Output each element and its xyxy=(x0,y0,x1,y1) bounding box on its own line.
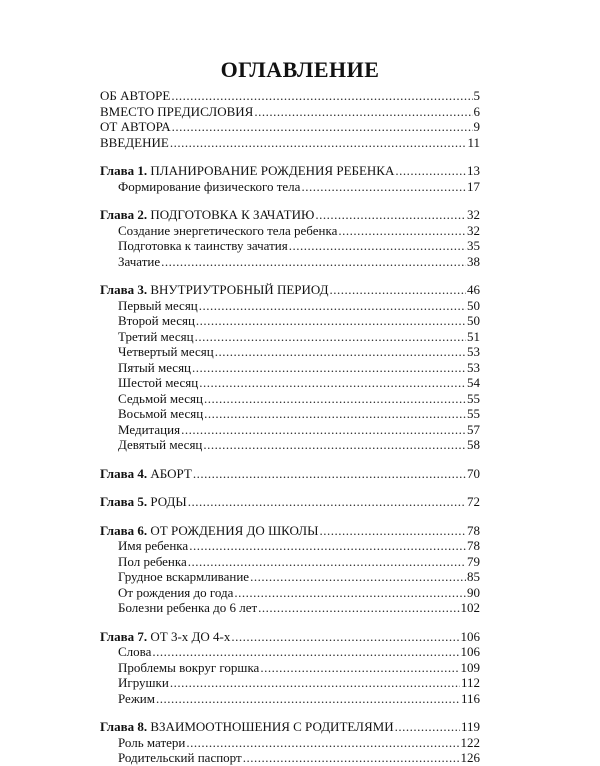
subsection-entry[interactable] xyxy=(100,644,480,660)
page-number: 119 xyxy=(460,719,480,734)
chapter-entry[interactable] xyxy=(100,466,480,482)
dot-leader xyxy=(171,88,472,104)
entry-title: ОТ 3-х ДО 4-х xyxy=(150,628,231,644)
dot-leader xyxy=(395,719,460,735)
dot-leader xyxy=(301,179,466,195)
dot-leader xyxy=(189,538,466,554)
subsection-entry[interactable] xyxy=(100,329,480,345)
toc-entry[interactable] xyxy=(100,135,480,151)
subsection-entry[interactable] xyxy=(100,254,480,270)
entry-label xyxy=(118,406,203,422)
page-number: 90 xyxy=(467,584,480,600)
dot-leader xyxy=(196,313,466,329)
entry-label xyxy=(100,466,192,482)
dot-leader xyxy=(215,344,466,360)
chapter-number: Глава 3. xyxy=(100,282,148,297)
entry-title: Шестой месяц xyxy=(118,375,199,390)
chapter-number: Глава 2. xyxy=(100,207,148,222)
chapter-entry[interactable] xyxy=(100,523,480,539)
entry-title: Девятый месяц xyxy=(118,437,203,452)
entry-label xyxy=(118,179,300,195)
entry-title: ОБ АВТОРЕ xyxy=(100,88,171,103)
dot-leader xyxy=(204,406,466,422)
dot-leader xyxy=(243,750,460,766)
entry-label xyxy=(100,494,187,510)
subsection-entry[interactable] xyxy=(100,313,480,329)
toc-entry[interactable] xyxy=(100,88,480,104)
entry-title: Слова xyxy=(118,644,152,659)
entry-label xyxy=(118,375,198,391)
entry-title: РОДЫ xyxy=(150,494,187,509)
entry-label xyxy=(118,691,155,707)
page-number: 85 xyxy=(467,569,480,584)
page-number: 106 xyxy=(460,644,480,659)
toc-section xyxy=(100,466,480,482)
subsection-entry[interactable] xyxy=(100,298,480,314)
toc-section xyxy=(100,163,480,194)
chapter-number: Глава 4. xyxy=(100,465,148,481)
entry-title: Первый месяц xyxy=(118,297,198,313)
chapter-number: Глава 1. xyxy=(100,163,148,178)
dot-leader xyxy=(170,135,467,151)
entry-label xyxy=(118,538,188,554)
subsection-entry[interactable] xyxy=(100,735,480,751)
page-number: 116 xyxy=(460,690,480,706)
entry-title: Формирование физического тела xyxy=(118,178,301,194)
subsection-entry[interactable] xyxy=(100,554,480,570)
page-number: 50 xyxy=(467,297,480,313)
entry-title: Седьмой месяц xyxy=(118,390,203,406)
entry-label xyxy=(100,135,169,151)
dot-leader xyxy=(330,282,466,298)
chapter-entry[interactable] xyxy=(100,282,480,298)
entry-title: ВМЕСТО ПРЕДИСЛОВИЯ xyxy=(100,103,254,119)
entry-label xyxy=(118,329,194,345)
dot-leader xyxy=(193,466,466,482)
chapter-entry[interactable] xyxy=(100,494,480,510)
dot-leader xyxy=(254,104,472,120)
page-number: 72 xyxy=(467,494,480,509)
chapter-entry[interactable] xyxy=(100,629,480,645)
entry-title: ПЛАНИРОВАНИЕ РОЖДЕНИЯ РЕБЕНКА xyxy=(150,163,395,178)
subsection-entry[interactable] xyxy=(100,360,480,376)
page-number: 50 xyxy=(467,313,480,328)
entry-label xyxy=(100,629,230,645)
dot-leader xyxy=(234,585,466,601)
chapter-number: Глава 8. xyxy=(100,719,148,734)
dot-leader xyxy=(181,422,466,438)
entry-label xyxy=(118,298,198,314)
toc-section xyxy=(100,523,480,616)
entry-title: ОТ РОЖДЕНИЯ ДО ШКОЛЫ xyxy=(150,522,319,538)
entry-title: Режим xyxy=(118,690,155,706)
entry-label xyxy=(118,254,160,270)
entry-label xyxy=(118,391,203,407)
chapter-entry[interactable] xyxy=(100,163,480,179)
subsection-entry[interactable] xyxy=(100,344,480,360)
entry-title: Медитация xyxy=(118,421,181,437)
page-number: 57 xyxy=(467,421,480,437)
page-number: 53 xyxy=(467,359,480,375)
dot-leader xyxy=(338,223,466,239)
dot-leader xyxy=(188,554,466,570)
entry-label xyxy=(118,585,233,601)
entry-label xyxy=(100,523,318,539)
entry-label xyxy=(100,88,170,104)
dot-leader xyxy=(231,629,459,645)
subsection-entry[interactable] xyxy=(100,238,480,254)
page-number: 122 xyxy=(460,734,480,750)
page-number: 106 xyxy=(460,628,480,644)
entry-label xyxy=(100,119,171,135)
entry-label xyxy=(100,207,314,223)
dot-leader xyxy=(203,437,466,453)
table-of-contents xyxy=(100,88,480,766)
subsection-entry[interactable] xyxy=(100,675,480,691)
entry-label xyxy=(118,422,180,438)
dot-leader xyxy=(192,360,466,376)
entry-label xyxy=(118,437,202,453)
page-number: 32 xyxy=(467,222,480,238)
entry-title: Четвертый месяц xyxy=(118,344,214,359)
chapter-number: Глава 7. xyxy=(100,628,148,644)
entry-label xyxy=(118,735,185,751)
entry-title: Создание энергетического тела ребенка xyxy=(118,222,338,238)
subsection-entry[interactable] xyxy=(100,437,480,453)
page-number: 13 xyxy=(467,163,480,178)
dot-leader xyxy=(315,207,466,223)
subsection-entry[interactable] xyxy=(100,422,480,438)
dot-leader xyxy=(156,691,460,707)
dot-leader xyxy=(170,675,460,691)
entry-label xyxy=(118,554,187,570)
dot-leader xyxy=(250,569,466,585)
entry-label xyxy=(118,750,242,766)
entry-label xyxy=(118,223,337,239)
subsection-entry[interactable] xyxy=(100,538,480,554)
entry-title: Проблемы вокруг горшка xyxy=(118,659,260,675)
dot-leader xyxy=(152,644,459,660)
page-number: 6 xyxy=(473,103,480,119)
dot-leader xyxy=(172,119,473,135)
entry-label xyxy=(100,282,329,298)
page-number: 55 xyxy=(467,406,480,421)
entry-label xyxy=(118,675,169,691)
page-number: 51 xyxy=(467,328,480,344)
subsection-entry[interactable] xyxy=(100,406,480,422)
chapter-entry[interactable] xyxy=(100,207,480,223)
entry-label xyxy=(100,719,394,735)
entry-title: Пол ребенка xyxy=(118,553,187,569)
page-number: 9 xyxy=(473,119,480,134)
dot-leader xyxy=(186,735,459,751)
entry-title: Подготовка к таинству зачатия xyxy=(118,238,288,253)
toc-section xyxy=(100,282,480,453)
entry-label xyxy=(100,104,253,120)
entry-title: ВЗАИМООТНОШЕНИЯ С РОДИТЕЛЯМИ xyxy=(150,719,394,734)
entry-title: АБОРТ xyxy=(150,465,192,481)
entry-title: ВВЕДЕНИЕ xyxy=(100,134,169,150)
dot-leader xyxy=(289,238,466,254)
entry-title: Игрушки xyxy=(118,675,169,690)
dot-leader xyxy=(395,163,466,179)
page-title: ОГЛАВЛЕНИЕ xyxy=(220,57,380,82)
dot-leader xyxy=(258,600,459,616)
page-number: 78 xyxy=(467,538,480,553)
subsection-entry[interactable] xyxy=(100,600,480,616)
page-number: 126 xyxy=(460,750,480,765)
dot-leader xyxy=(161,254,466,270)
chapter-entry[interactable] xyxy=(100,719,480,735)
entry-label xyxy=(118,600,257,616)
entry-title: Зачатие xyxy=(118,253,161,269)
toc-section xyxy=(100,629,480,707)
page-number: 53 xyxy=(467,344,480,359)
toc-section xyxy=(100,494,480,510)
dot-leader xyxy=(195,329,466,345)
page-number: 58 xyxy=(467,437,480,452)
entry-title: От рождения до года xyxy=(118,584,234,600)
dot-leader xyxy=(199,375,466,391)
subsection-entry[interactable] xyxy=(100,391,480,407)
page-number: 35 xyxy=(467,238,480,253)
page-number: 112 xyxy=(460,675,480,690)
entry-label xyxy=(100,163,394,179)
entry-title: Пятый месяц xyxy=(118,359,192,375)
entry-title: ОТ АВТОРА xyxy=(100,119,171,134)
entry-title: Роль матери xyxy=(118,734,186,750)
page-number: 17 xyxy=(467,178,480,194)
entry-title: ПОДГОТОВКА К ЗАЧАТИЮ xyxy=(150,207,315,222)
entry-title: Второй месяц xyxy=(118,313,195,328)
entry-label xyxy=(118,360,191,376)
entry-label xyxy=(118,569,249,585)
subsection-entry[interactable] xyxy=(100,691,480,707)
entry-label xyxy=(118,644,151,660)
dot-leader xyxy=(199,298,466,314)
toc-section xyxy=(100,207,480,269)
page-number: 46 xyxy=(467,282,480,297)
subsection-entry[interactable] xyxy=(100,750,480,766)
dot-leader xyxy=(188,494,466,510)
page-number: 32 xyxy=(467,207,480,222)
page-number: 55 xyxy=(467,390,480,406)
subsection-entry[interactable] xyxy=(100,569,480,585)
page-number: 5 xyxy=(473,88,480,103)
entry-title: Имя ребенка xyxy=(118,538,189,553)
entry-title: Восьмой месяц xyxy=(118,406,204,421)
entry-title: Болезни ребенка до 6 лет xyxy=(118,600,258,615)
chapter-number: Глава 5. xyxy=(100,494,148,509)
page-number: 102 xyxy=(460,600,480,615)
entry-label xyxy=(118,660,259,676)
entry-title: ВНУТРИУТРОБНЫЙ ПЕРИОД xyxy=(150,282,329,297)
entry-title: Родительский паспорт xyxy=(118,750,242,765)
subsection-entry[interactable] xyxy=(100,223,480,239)
toc-section xyxy=(100,719,480,766)
page-number: 109 xyxy=(460,659,480,675)
entry-label xyxy=(118,344,214,360)
page-number: 78 xyxy=(467,522,480,538)
entry-label xyxy=(118,313,195,329)
subsection-entry[interactable] xyxy=(100,375,480,391)
toc-entry[interactable] xyxy=(100,104,480,120)
subsection-entry[interactable] xyxy=(100,660,480,676)
dot-leader xyxy=(319,523,466,539)
entry-label xyxy=(118,238,288,254)
page-number: 70 xyxy=(467,465,480,481)
page-number: 38 xyxy=(467,253,480,269)
entry-title: Грудное вскармливание xyxy=(118,569,250,584)
page-number: 79 xyxy=(467,553,480,569)
chapter-number: Глава 6. xyxy=(100,522,148,538)
page-number: 54 xyxy=(467,375,480,390)
toc-entry[interactable] xyxy=(100,119,480,135)
subsection-entry[interactable] xyxy=(100,179,480,195)
subsection-entry[interactable] xyxy=(100,585,480,601)
page-number: 11 xyxy=(467,134,480,150)
dot-leader xyxy=(204,391,466,407)
dot-leader xyxy=(260,660,459,676)
toc-section xyxy=(100,88,480,150)
entry-title: Третий месяц xyxy=(118,328,194,344)
